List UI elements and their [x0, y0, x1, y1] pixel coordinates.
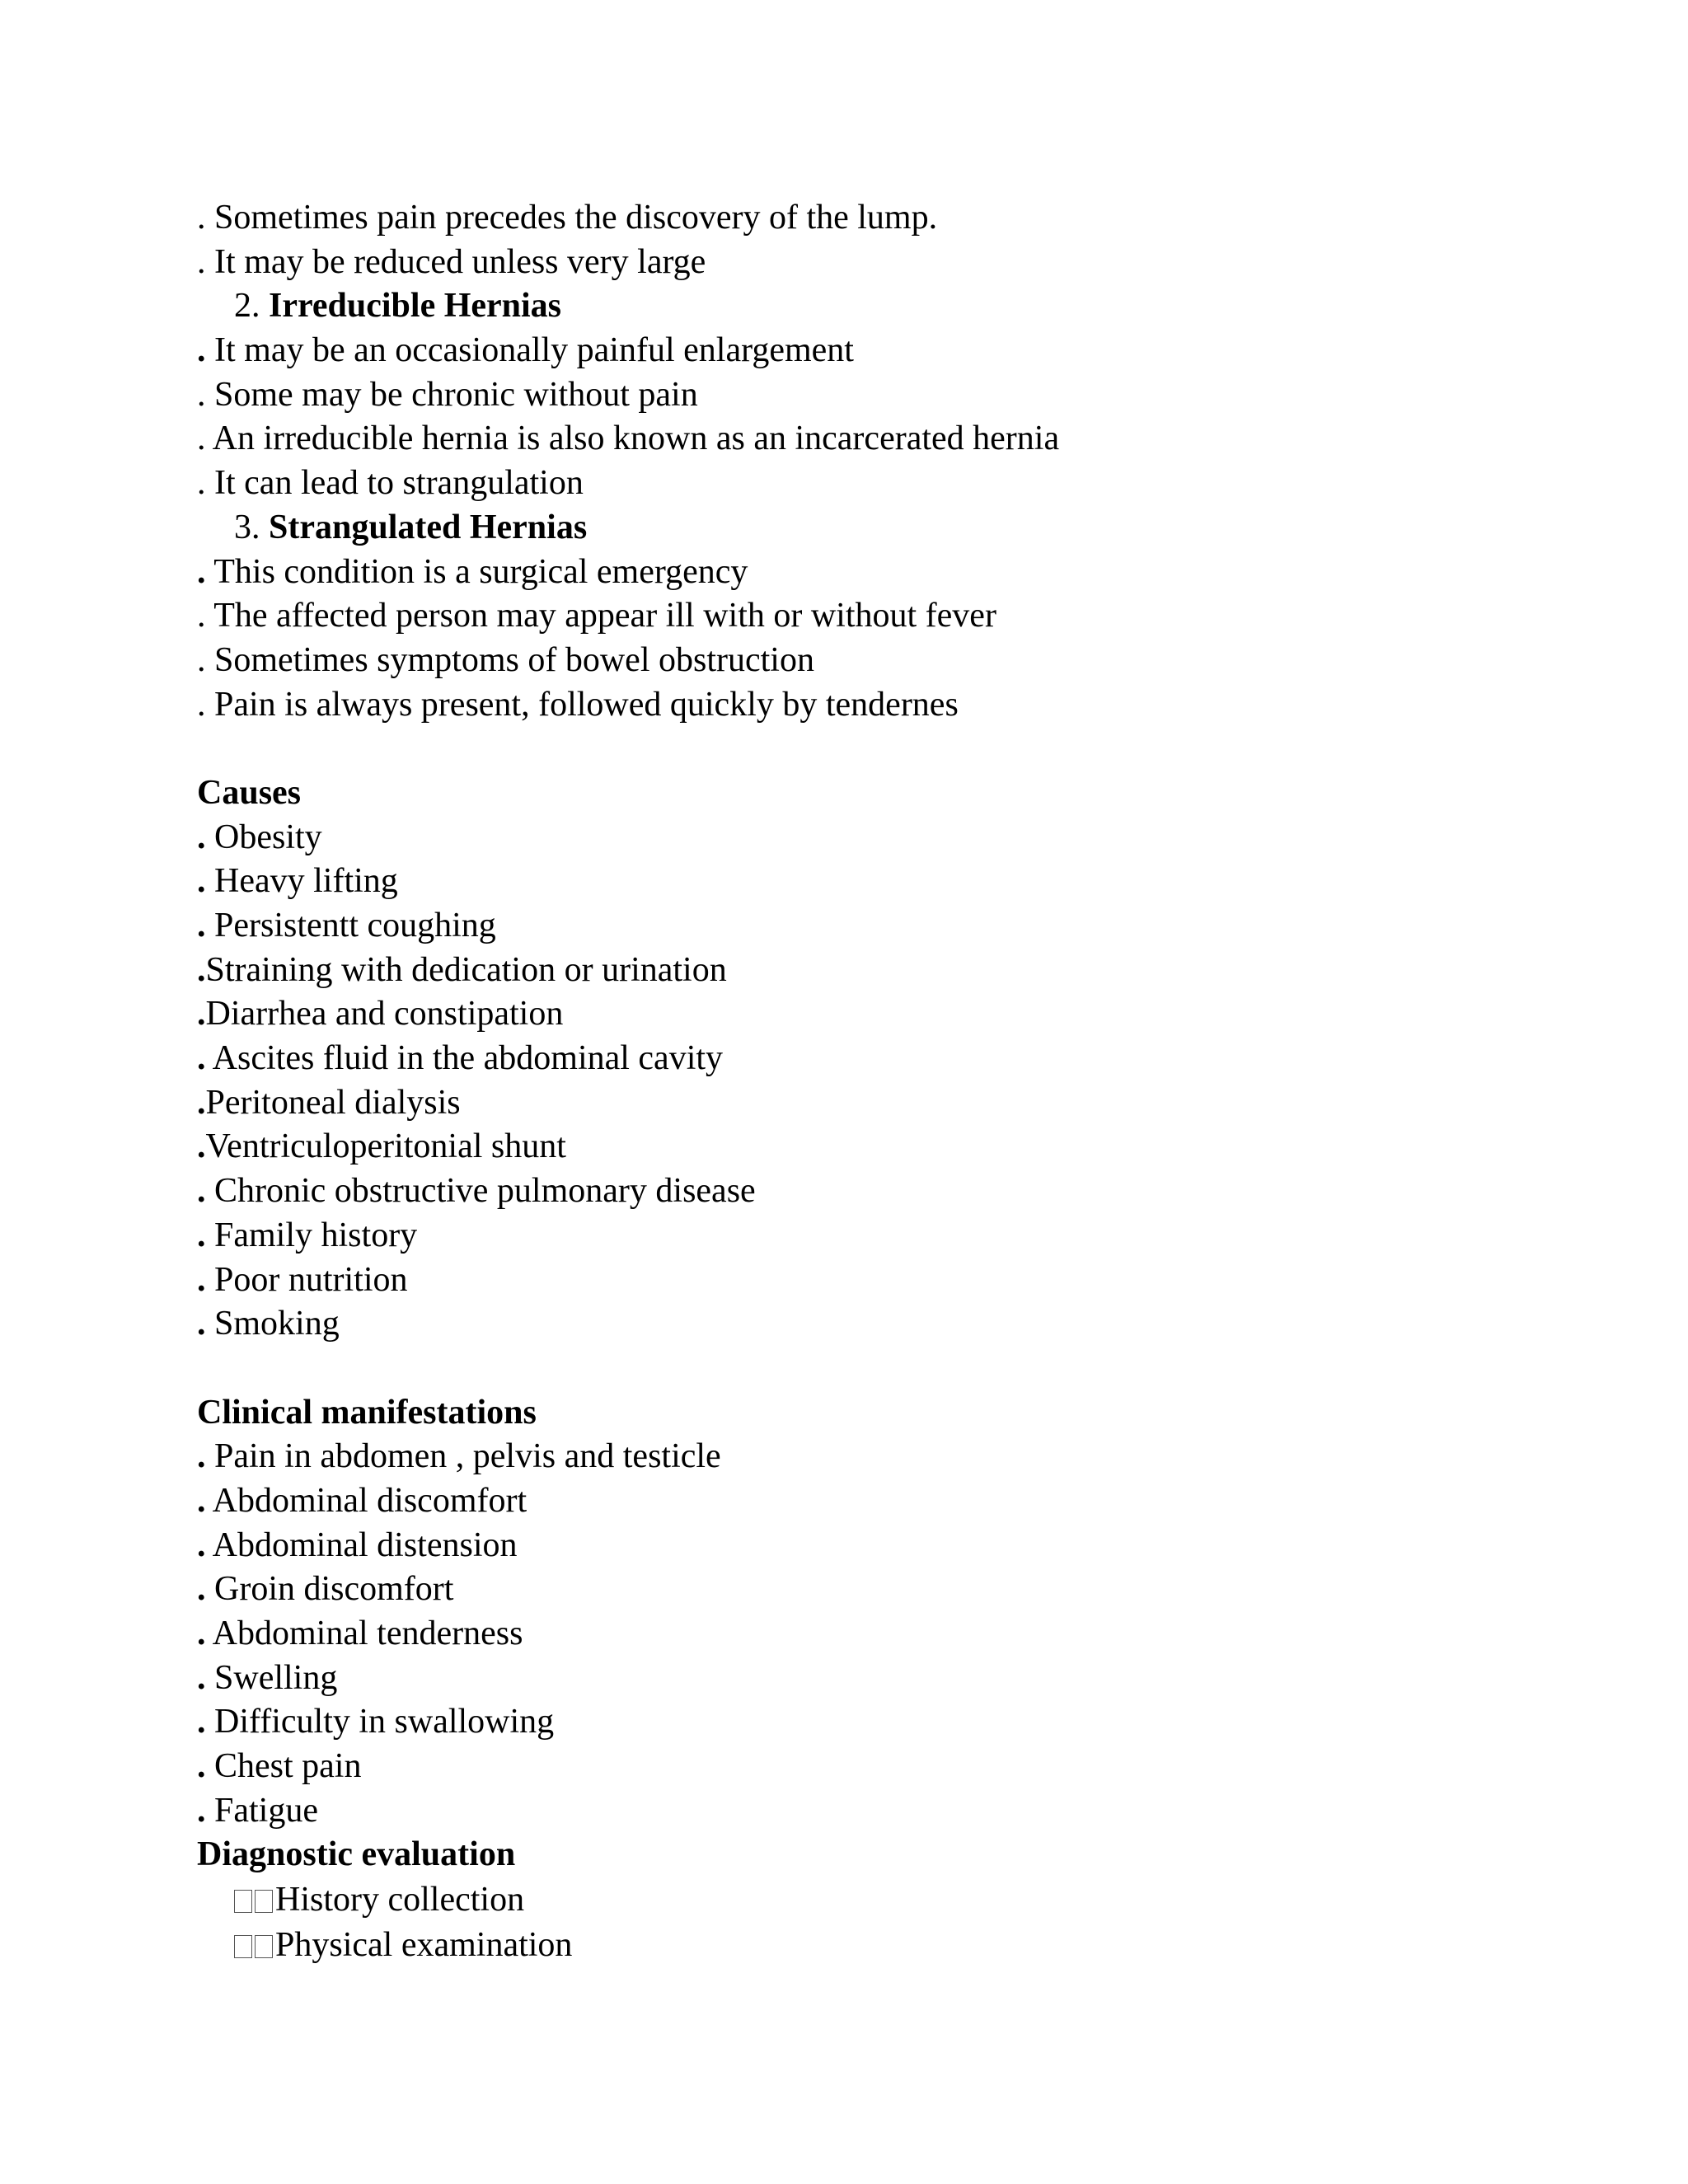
list-item: [197, 551, 1516, 595]
list-item: [197, 1125, 1516, 1169]
bullet: .: [197, 419, 206, 458]
bullet: .: [197, 1305, 206, 1343]
bullet: .: [197, 1658, 206, 1697]
list-item: [197, 904, 1516, 949]
list-item-text: Ventriculoperitonial shunt: [205, 1127, 566, 1166]
list-item-text: History collection: [275, 1881, 525, 1919]
list-item-text: Pain is always present, followed quickly by tendernes: [205, 685, 959, 724]
list-item-text: Physical examination: [275, 1926, 573, 1965]
list-item-text: Fatigue: [205, 1791, 318, 1830]
bullet: .: [197, 1039, 206, 1078]
subheading-title: Irreducible Hernias: [269, 287, 562, 326]
list-item-text: Abdominal discomfort: [205, 1481, 528, 1520]
spacer: [197, 1347, 1516, 1391]
bullet: .: [197, 552, 206, 591]
bullet: .: [197, 1127, 206, 1166]
list-item-text: Swelling: [205, 1658, 338, 1697]
bullet: .: [197, 331, 206, 370]
list-item: [197, 1745, 1516, 1789]
bullet: .: [197, 242, 206, 281]
list-item: [197, 1302, 1516, 1347]
spacer: [197, 727, 1516, 771]
list-item: [197, 1612, 1516, 1657]
list-item: [197, 1169, 1516, 1214]
list-item-text: Smoking: [205, 1305, 340, 1343]
section-heading-causes: Causes: [197, 773, 302, 812]
list-item-text: Abdominal distension: [205, 1526, 518, 1564]
list-item-text: Persistentt coughing: [205, 907, 496, 944]
bullet: .: [197, 1526, 206, 1564]
list-item: [197, 639, 1516, 683]
list-item-text: Ascites fluid in the abdominal cavity: [205, 1039, 724, 1078]
subheading-title: Strangulated Hernias: [269, 508, 588, 546]
list-item: [197, 594, 1516, 639]
list-item: [197, 816, 1516, 860]
list-item: [197, 1081, 1516, 1126]
list-item: [197, 1700, 1516, 1745]
list-item-text: Pain in abdomen , pelvis and testicle: [205, 1437, 721, 1476]
list-item: [197, 1657, 1516, 1701]
bullet: .: [197, 862, 206, 901]
bullet: .: [197, 640, 206, 679]
bullet: .: [197, 375, 206, 414]
list-item: [197, 1258, 1516, 1303]
list-item-text: Chest pain: [205, 1747, 362, 1786]
list-item: [197, 860, 1516, 904]
list-item-text: Sometimes pain precedes the discovery of the lump.: [205, 199, 938, 237]
list-item: [197, 1524, 1516, 1568]
bullet: .: [197, 1615, 206, 1652]
list-item: [197, 1037, 1516, 1081]
list-item: [197, 373, 1516, 418]
bullet: .: [197, 950, 206, 989]
bullet: .: [197, 1570, 206, 1609]
list-item: [197, 949, 1516, 993]
bullet: .: [197, 995, 206, 1033]
list-item: [197, 1877, 1516, 1923]
list-item: [197, 462, 1516, 506]
list-item: [197, 329, 1516, 373]
list-item-text: Groin discomfort: [205, 1570, 454, 1609]
bullet: .: [197, 597, 206, 635]
list-item-text: Obesity: [205, 818, 322, 856]
list-item: [197, 1214, 1516, 1258]
list-item-text: Straining with dedication or urination: [205, 950, 727, 989]
document-body: [197, 196, 1516, 1968]
list-item-text: The affected person may appear ill with or without fever: [205, 597, 996, 635]
list-item-text: An irreducible hernia is also known as an incarcerated hernia: [205, 419, 1060, 458]
list-item-text: Poor nutrition: [205, 1260, 408, 1299]
list-item-text: Sometimes symptoms of bowel obstruction: [205, 640, 814, 679]
list-item: [197, 1568, 1516, 1612]
list-item: [197, 992, 1516, 1037]
bullet: .: [197, 464, 206, 503]
bullet: .: [197, 907, 206, 944]
bullet: .: [197, 1172, 206, 1211]
list-item: [197, 1435, 1516, 1479]
list-item-text: It may be an occasionally painful enlargement: [205, 331, 854, 370]
list-item-text: It may be reduced unless very large: [205, 242, 706, 281]
bullet: .: [197, 1481, 206, 1520]
list-item-text: This condition is a surgical emergency: [205, 552, 748, 591]
bullet: .: [197, 1260, 206, 1299]
section-heading-diagnostic-evaluation: Diagnostic evaluation: [197, 1835, 516, 1874]
list-item-text: Heavy lifting: [205, 862, 398, 901]
subheading-number: 3.: [234, 508, 260, 546]
list-item-text: Abdominal tenderness: [205, 1615, 523, 1652]
list-item: [197, 1923, 1516, 1968]
bullet: .: [197, 1747, 206, 1786]
subheading-irreducible-hernias: [197, 284, 1516, 329]
missing-glyph-box-icon: [255, 1935, 273, 1958]
bullet: .: [197, 1083, 206, 1122]
subheading-number: 2.: [234, 287, 260, 326]
list-item-text: Some may be chronic without pain: [205, 375, 698, 414]
subheading-strangulated-hernias: [197, 506, 1516, 551]
missing-glyph-box-icon: [255, 1890, 273, 1913]
list-item: [197, 417, 1516, 462]
list-item: [197, 241, 1516, 285]
bullet: .: [197, 1437, 206, 1476]
bullet: .: [197, 199, 206, 237]
bullet: .: [197, 1216, 206, 1254]
list-item: [197, 1479, 1516, 1524]
bullet: .: [197, 1791, 206, 1830]
list-item: [197, 683, 1516, 728]
list-item-text: Peritoneal dialysis: [205, 1083, 461, 1122]
bullet: .: [197, 685, 206, 724]
list-item: [197, 1789, 1516, 1834]
missing-glyph-box-icon: [234, 1890, 252, 1913]
missing-glyph-box-icon: [234, 1935, 252, 1958]
list-item-text: It can lead to strangulation: [205, 464, 584, 503]
list-item: [197, 196, 1516, 241]
section-heading-clinical-manifestations: Clinical manifestations: [197, 1393, 537, 1432]
list-item-text: Difficulty in swallowing: [205, 1703, 555, 1741]
list-item-text: Family history: [205, 1216, 418, 1254]
list-item-text: Chronic obstructive pulmonary disease: [205, 1172, 756, 1211]
list-item-text: Diarrhea and constipation: [205, 995, 564, 1033]
bullet: .: [197, 818, 206, 856]
bullet: .: [197, 1703, 206, 1741]
